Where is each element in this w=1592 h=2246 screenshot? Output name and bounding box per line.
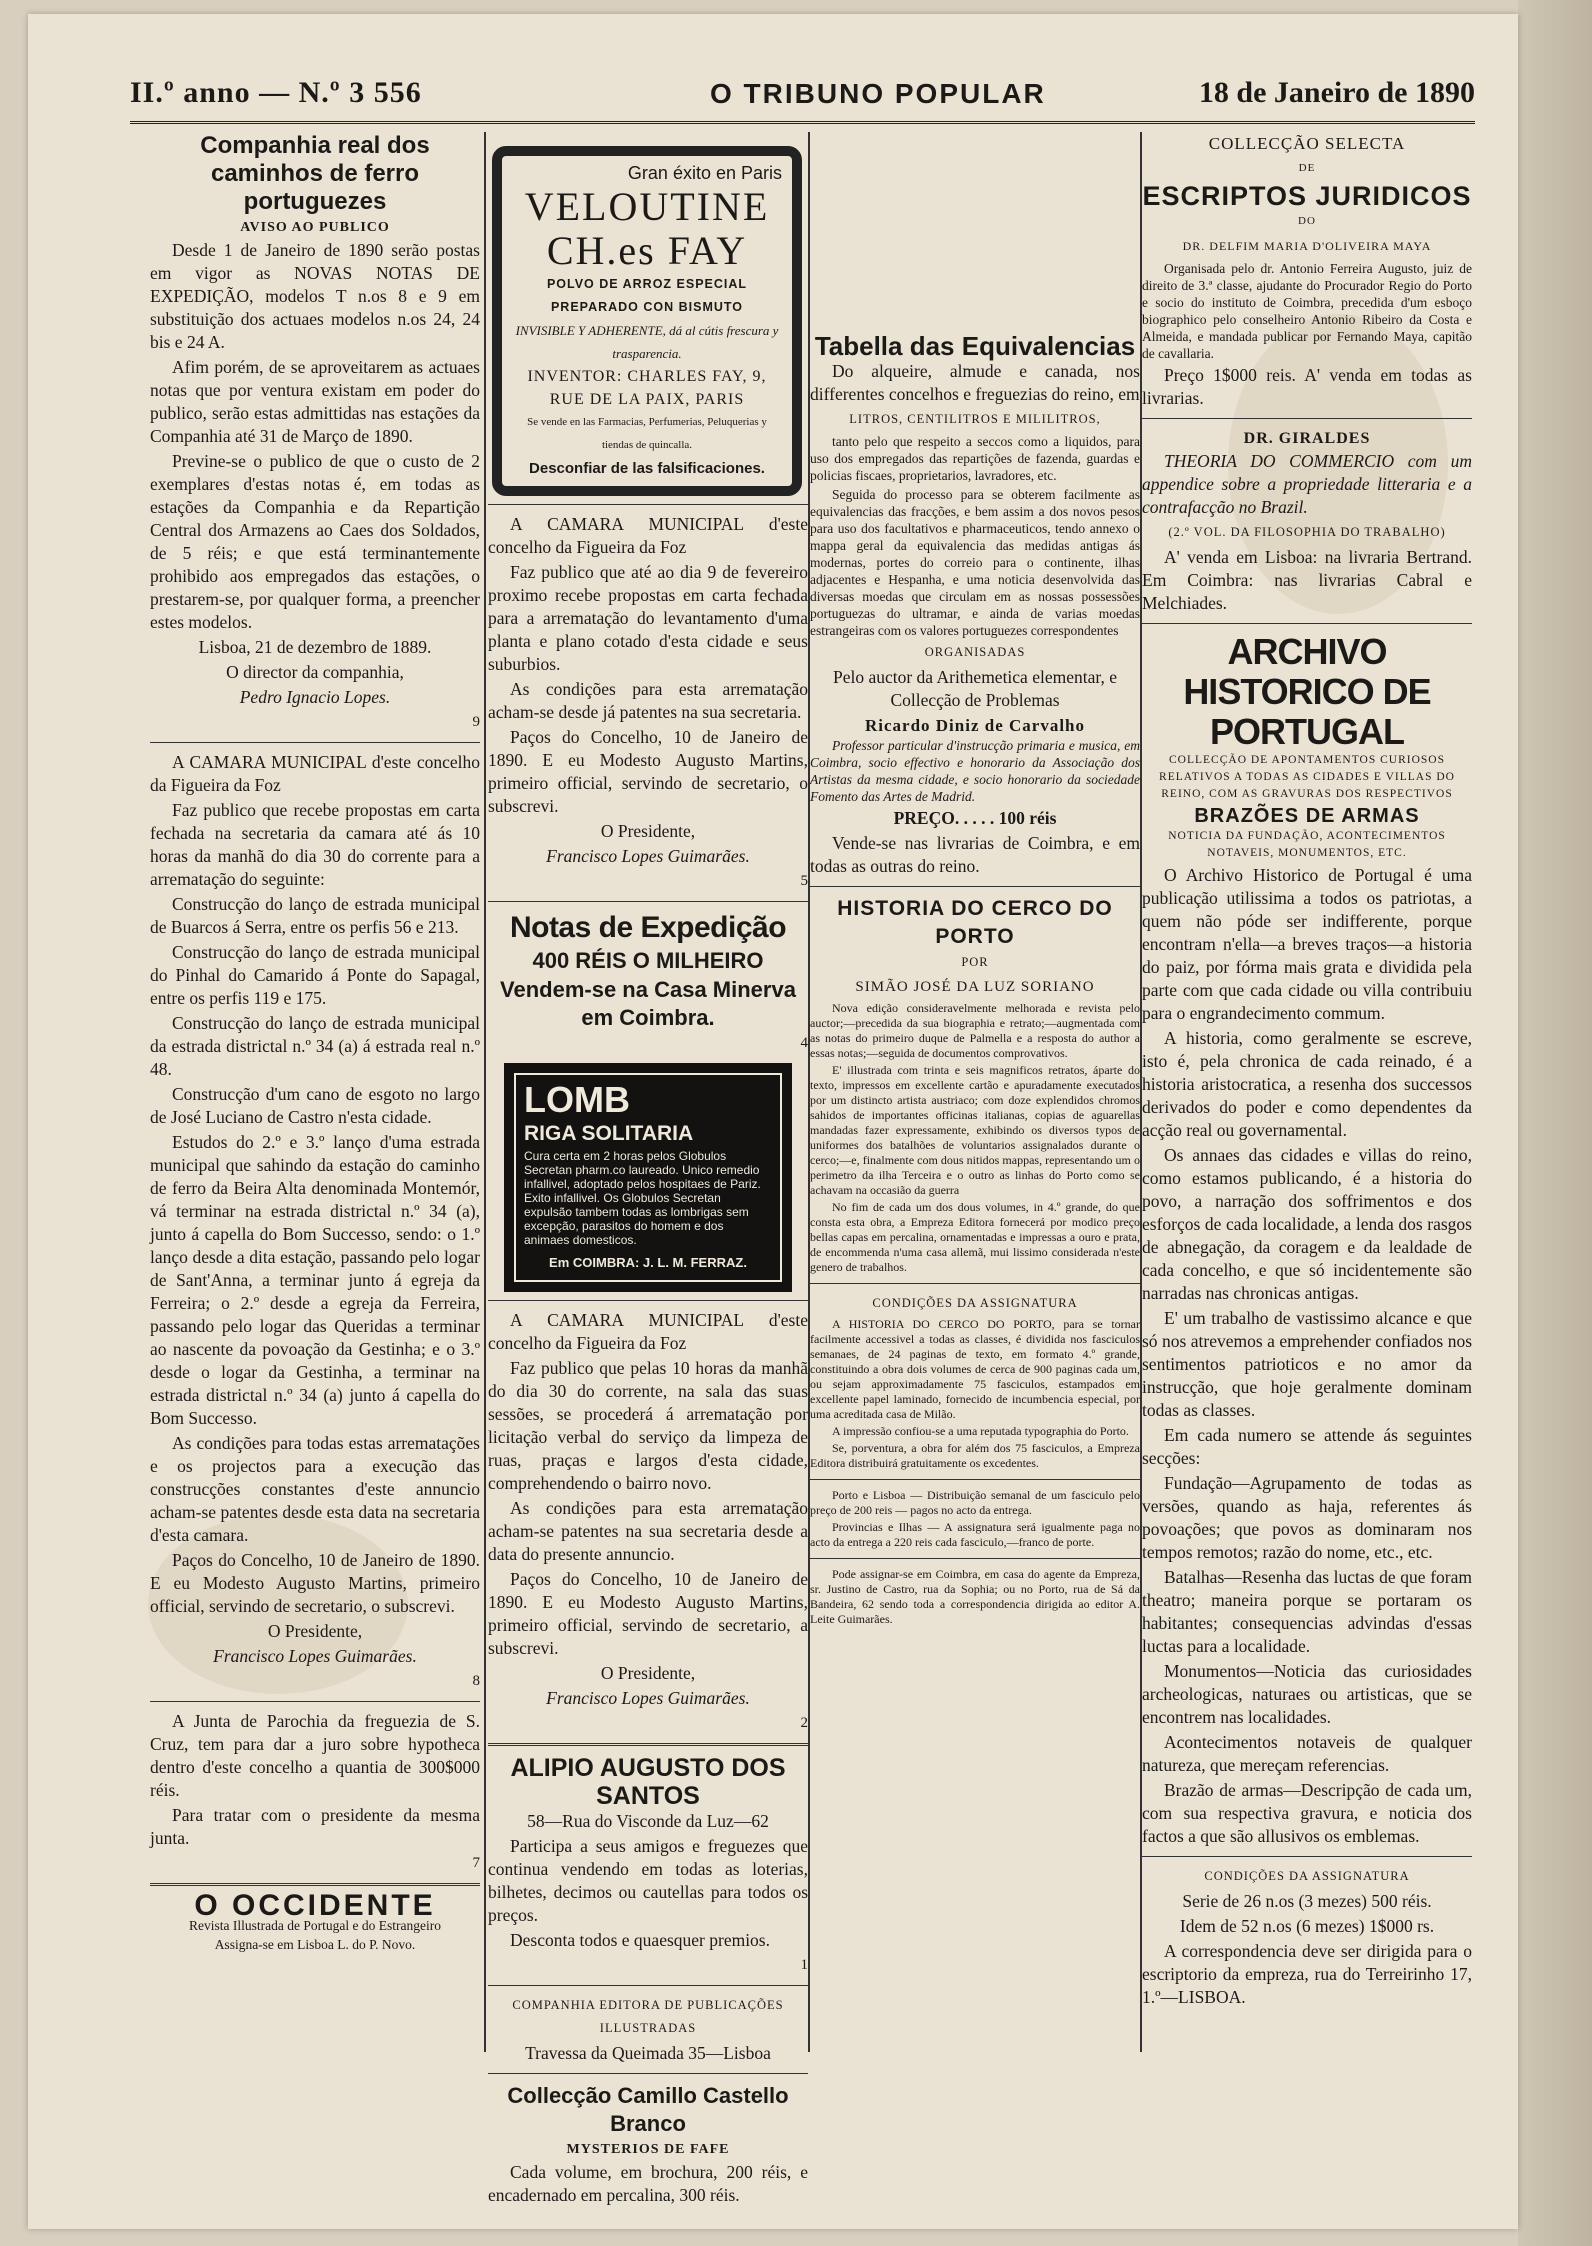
historia-conditions: Provincias e Ilhas — A assignatura será igualmente paga no acto da entrega a 220 reis cada fasciculo,—franco de porte.: [810, 1520, 1140, 1549]
divider: [150, 1701, 480, 1702]
cm2-paragraph: Paços do Concelho, 10 de Janeiro de 1890. E eu Modesto Augusto Martins, primeiro official, servindo de secretario, o subscrevi.: [488, 727, 808, 816]
tabella-paragraph: Seguida do processo para se obterem facilmente as equivalencias das fracções, e bem assim a dos novos pesos para uso dos facultativos e pharmaceuticos, tendo annexo o mappa geral da equivalencia das medidas antigas ás modernas, portes do correio para o continente, ilhas adjacentes e Hespanha, e uma noticia desenvolvida das diversas moedas que circulam em as nossas possessões portuguezas do ultramar, e ainda de varias moedas estrangeiras com os valores portuguezes correspondentes: [810, 487, 1140, 638]
divider: [1142, 623, 1472, 624]
historia-paragraph: Nova edição consideravelmente melhorada e revista pelo auctor;—precedida da sua biographia e retrato;—augmentada com as notas do primeiro duque de Palmella e a resposta do author a essas notas;—seguida de documentos comprovativos.: [810, 1001, 1140, 1060]
escriptos-paragraph: Organisada pelo dr. Antonio Ferreira Augusto, juiz de direito de 3.ª classe, ajudante do Procurador Regio do Porto e socio do instituto de Coimbra, precedida d'um esboço biographico pelo conselheiro Antonio Ribeiro da Costa e Almeida, e mandada publicar por Fernando Maya, capitão de cavallaria.: [1142, 261, 1472, 361]
historia-paragraph: No fim de cada um dos dous volumes, in 4.º grande, do que consta esta obra, a Empreza Editora fornecerá por modico preço bellas capas em percalina, ornamentadas e impressas a ouro e prata, de encommenda n'uma casa allemã, mui lissimo considerada n'este genero de trabalhos.: [810, 1200, 1140, 1274]
archivo-paragraph: Os annaes das cidades e villas do reino, como estamos publicando, é a historia do povo, a narração dos soffrimentos e dos esforços de cada localidade, a lenda dos rasgos de abnegação, da coragem e da lealdade de cada concelho, e que só incidentemente são narradas nas chronicas antigas.: [1142, 1145, 1472, 1303]
junta-paragraph: A Junta de Parochia da freguezia de S. Cruz, tem para dar a juro sobre hypotheca dentro d'este concelho a quantia de 300$000 réis.: [150, 1711, 480, 1800]
lombriga-text: Cura certa em 2 horas pelos Globulos Secretan pharm.co laureado. Unico remedio infallivel, adoptado pelos hospitaes de Pariz. Exito infallivel. Os Globulos Secretan expulsão tambem todas as lombrigas sem excepção, parasitos do homem e dos animaes domesticos.: [524, 1149, 761, 1247]
veloutine-tagline: Gran éxito en Paris: [627, 163, 782, 183]
cp-place-date: Lisboa, 21 de dezembro de 1889.: [198, 637, 432, 657]
historia-author: SIMÃO JOSÉ DA LUZ SORIANO: [855, 979, 1095, 995]
archivo-conditions-heading: CONDIÇÕES DA ASSIGNATURA: [1204, 1869, 1410, 1883]
divider: [488, 1743, 808, 1746]
historia-conditions: Pode assignar-se em Coimbra, em casa do agente da Empreza, sr. Justino de Castro, rua da Sophia; ou no Porto, rua de Sá da Bandeira, 62 sendo toda a correspondencia dirigida ao editor A. Leite Guimarães.: [810, 1567, 1140, 1626]
masthead: [130, 66, 1475, 124]
veloutine-stockists: Se vende en las Farmacias, Perfumerias, Peluquerias y tiendas de quincalla.: [527, 416, 767, 451]
tabella-paragraph: Vende-se nas livrarias de Coimbra, e em todas as outras do reino.: [810, 833, 1140, 876]
camillo-paragraph: Cada volume, em brochura, 200 réis, e encadernado em percalina, 300 réis.: [488, 2162, 808, 2205]
giraldes-volume: (2.º VOL. DA FILOSOPHIA DO TRABALHO): [1168, 525, 1446, 539]
cm2-signature: Francisco Lopes Guimarães.: [546, 846, 750, 866]
column-4: [1142, 132, 1472, 2062]
archivo-paragraph: E' um trabalho de vastissimo alcance e que só nos atrevemos a emprehender confiados nos sentimentos patrioticos e no amor da instrucção, que hoje geralmente dominam todas as classes.: [1142, 1308, 1472, 1420]
archivo-paragraph: Fundação—Agrupamento de todas as versões, quando as haja, referentes ás povoações; que povos as dominaram nos tempos remotos; razão do nome, etc., etc.: [1142, 1473, 1472, 1562]
archivo-paragraph: Brazão de armas—Descripção de cada um, com sua respectiva gravura, e noticia dos factos a que são allusivos os emblemas.: [1142, 1780, 1472, 1846]
archivo-paragraph: A historia, como geralmente se escreve, isto é, pela chronica de cada reinado, é a historia aristocratica, a resenha dos successos derivados do poder e como dependentes da acção real ou governamental.: [1142, 1028, 1472, 1140]
historia-conditions: Porto e Lisboa — Distribuição semanal de um fasciculo pelo preço de 200 reis — pagos no acto da entrega.: [810, 1488, 1140, 1517]
divider: [150, 1883, 480, 1886]
tabella-paragraph: Do alqueire, almude e canada, nos differentes concelhos e freguezias do reino, em: [810, 361, 1140, 404]
veloutine-advert: [492, 146, 802, 496]
historia-conditions: A impressão confiou-se a uma reputada typographia do Porto.: [832, 1424, 1129, 1438]
cm3-role: O Presidente,: [600, 1663, 696, 1683]
ad-number: 4: [800, 1035, 808, 1051]
escriptos-heading: ESCRIPTOS JURIDICOS: [1142, 181, 1472, 211]
tabella-paragraph: Professor particular d'instrucção primaria e musica, em Coimbra, socio effectivo e honorario da Associação dos Artistas da mesma cidade, e socio honorario da sociedade Fomento das Artes de Madrid.: [810, 738, 1140, 804]
historia-conditions-heading: CONDIÇÕES DA ASSIGNATURA: [872, 1296, 1078, 1310]
cm3-paragraph: Paços do Concelho, 10 de Janeiro de 1890. E eu Modesto Augusto Martins, primeiro official, servindo de secretario, a subscrevi.: [488, 1569, 808, 1658]
historia-conditions: Se, porventura, a obra for além dos 75 fasciculos, a Empreza Editora distribuirá gratuitamente os excedentes.: [810, 1441, 1140, 1470]
historia-heading: HISTORIA DO CERCO DO PORTO: [837, 897, 1113, 948]
column-1: [150, 132, 480, 2062]
occidente-line: Assigna-se em Lisboa L. do P. Novo.: [214, 1937, 416, 1952]
cp-signature: Pedro Ignacio Lopes.: [239, 687, 391, 707]
ad-number: 2: [800, 1715, 808, 1731]
notas-heading: Notas de Expedição: [509, 911, 787, 944]
archivo-paragraph: Batalhas—Resenha das luctas de que foram theatro; maneira porque se portaram os habitantes; consequencias advindas d'essas luctas para a localidade.: [1142, 1567, 1472, 1656]
camillo-heading: Collecção Camillo Castello Branco: [507, 2083, 789, 2136]
cm2-lead: A CAMARA MUNICIPAL d'este concelho da Figueira da Foz: [488, 514, 808, 557]
cp-paragraph: Previne-se o publico de que o custo de 2 exemplares d'estas notas é, em todas as estações da Companhia e da Repartição Central dos Armazens ao Caes dos Soldados, de 5 réis; e que está terminantemente prohibido aos empregados das estações, o prestarem-se, por qualquer forma, a preencher estes modelos.: [150, 451, 480, 632]
column-rule: [484, 132, 486, 2052]
escriptos-do: DO: [1298, 215, 1316, 227]
cm-paragraph: As condições para todas estas arrematações e os projectos para a execução das construcções constantes d'este annuncio acham-se patentes desde esta data na secretaria d'esta camara.: [150, 1433, 480, 1545]
archivo-paragraph: O Archivo Historico de Portugal é uma publicação utilissima a todos os patriotas, a quem não póde ser indifferente, porque encontram n'ella—a breves traços—a historia do paiz, por fórma mais grata e dividida pela parte com que cada cidade ou villa contribuiu para o engrandecimento commum.: [1142, 865, 1472, 1023]
tabella-units: LITROS, CENTILITROS E MILILITROS,: [849, 412, 1101, 426]
veloutine-product: POLVO DE ARROZ ESPECIAL PREPARADO CON BISMUTO: [546, 277, 748, 314]
ad-number: 9: [472, 714, 480, 730]
archivo-brazoes: BRAZÕES DE ARMAS: [1194, 805, 1420, 827]
divider: [810, 1479, 1140, 1480]
archivo-paragraph: Acontecimentos notaveis de qualquer natureza, que mereçam referencias.: [1142, 1732, 1472, 1775]
issue-date: 18 de Janeiro de 1890: [1198, 76, 1475, 109]
divider: [810, 886, 1140, 887]
adjacent-page-edge: [1518, 0, 1592, 2246]
tabella-author: Ricardo Diniz de Carvalho: [864, 716, 1086, 735]
alipio-paragraph: Desconta todos e quaesquer premios.: [510, 1930, 770, 1950]
cp-paragraph: Desde 1 de Janeiro de 1890 serão postas em vigor as NOVAS NOTAS DE EXPEDIÇÃO, modelos T n.os 8 e 9 em substituição dos actuaes modelos n.os 24, 24 bis e 24 A.: [150, 240, 480, 352]
junta-paragraph: Para tratar com o presidente da mesma junta.: [150, 1805, 480, 1848]
cp-paragraph: Afim porém, de se aproveitarem as actuaes notas que por ventura existam em poder do publico, serão estas admittidas nas estações da Companhia até 31 de Março de 1890.: [150, 357, 480, 446]
divider: [810, 1283, 1140, 1284]
alipio-address: 58—Rua do Visconde da Luz—62: [527, 1811, 769, 1831]
giraldes-heading: DR. GIRALDES: [1243, 430, 1371, 447]
column-3: [810, 132, 1140, 2062]
escriptos-author: DR. DELFIM MARIA D'OLIVEIRA MAYA: [1182, 239, 1432, 253]
divider: [488, 504, 808, 505]
archivo-condition: Idem de 52 n.os (6 mezes) 1$000 rs.: [1179, 1916, 1435, 1936]
cm3-paragraph: As condições para esta arrematação acham-se patentes na sua secretaria desde a data do presente annuncio.: [488, 1498, 808, 1564]
tabella-paragraph: tanto pelo que respeito a seccos como a liquidos, para uso dos empregados das repartições de fazenda, guardas e policias fiscaes, proprietarios, lavradores, etc.: [810, 434, 1140, 483]
occidente-line: Revista Illustrada de Portugal e do Estrangeiro: [189, 1918, 441, 1933]
cm-paragraph: Construcção d'um cano de esgoto no largo de José Luciano de Castro n'esta cidade.: [150, 1084, 480, 1127]
tabella-organised: ORGANISADAS: [924, 645, 1026, 659]
tabella-price: PREÇO. . . . . 100 réis: [893, 808, 1057, 828]
divider: [1142, 418, 1472, 419]
advert-spillover-space: [810, 132, 1140, 332]
editora-address: Travessa da Queimada 35—Lisboa: [525, 2043, 771, 2063]
cm-paragraph: Construcção do lanço de estrada municipal de Buarcos á Serra, entre os perfis 56 e 213.: [150, 894, 480, 937]
cm3-signature: Francisco Lopes Guimarães.: [546, 1688, 750, 1708]
cm-signature: Francisco Lopes Guimarães.: [213, 1646, 417, 1666]
lombriga-logo-rest: RIGA SOLITARIA: [524, 1122, 694, 1145]
divider: [810, 1558, 1140, 1559]
notas-price: 400 RÉIS O MILHEIRO: [532, 948, 764, 973]
lombriga-advert: [504, 1063, 792, 1292]
archivo-subheading: NOTICIA DA FUNDAÇÃO, ACONTECIMENTOS NOTAVEIS, MONUMENTOS, ETC.: [1168, 830, 1446, 859]
escriptos-de: DE: [1298, 162, 1316, 174]
archivo-paragraph: Monumentos—Noticia das curiosidades archeologicas, naturaes ou artisticas, que se encontrem nas localidades.: [1142, 1661, 1472, 1727]
notas-seller: Vendem-se na Casa Minerva em Coimbra.: [500, 977, 796, 1030]
veloutine-warning: Desconfiar de las falsificaciones.: [529, 460, 765, 477]
cp-role: O director da companhia,: [226, 662, 404, 682]
veloutine-brand: VELOUTINE CH.es FAY: [524, 184, 770, 273]
archivo-paragraph: Em cada numero se attende ás seguintes secções:: [1142, 1425, 1472, 1468]
alipio-paragraph: Participa a seus amigos e freguezes que continua vendendo em todas as loterias, bilhetes, decimos ou cautellas para todos os preços.: [488, 1836, 808, 1925]
cm3-lead: A CAMARA MUNICIPAL d'este concelho da Figueira da Foz: [488, 1310, 808, 1353]
lombriga-frame: [514, 1073, 782, 1282]
ad-number: 7: [472, 1855, 480, 1871]
editora-heading: COMPANHIA EDITORA DE PUBLICAÇÕES ILLUSTRADAS: [512, 1998, 784, 2035]
cm-paragraph: Estudos do 2.º e 3.º lanço d'uma estrada municipal que sahindo da estação do caminho de ferro da Beira Alta denominada Montemór, vá terminar na estrada districtal n.º 34 (a), junto á capella do Bom Successo, sendo: o 1.º lanço desde a dita estação, passando pelo logar de Sant'Anna, a terminar junto á egreja da Ferreira; o 2.º desde a egreja da Ferreira, passando pelo logar das Queridas a terminar ao nascente da povoação da Gestinha; e o 3.º desde o logar da Gestinha, a terminar na estrada districtal n.º 34 (a) junto á capella do Bom Successo.: [150, 1132, 480, 1428]
lombriga-agent: Em COIMBRA: J. L. M. FERRAZ.: [549, 1255, 747, 1270]
divider: [488, 1300, 808, 1301]
tabella-heading: Tabella das Equivalencias: [814, 331, 1136, 361]
escriptos-paragraph: Preço 1$000 reis. A' venda em todas as livrarias.: [1142, 365, 1472, 408]
masthead-rule: [130, 121, 1475, 124]
archivo-subheading: COLLECÇÃO DE APONTAMENTOS CURIOSOS RELATIVOS A TODAS AS CIDADES E VILLAS DO REINO, COM AS GRAVURAS DOS RESPECTIVOS: [1159, 754, 1455, 800]
camillo-subheading: MYSTERIOS DE FAFE: [566, 2142, 730, 2157]
escriptos-pre: COLLECÇÃO SELECTA: [1208, 134, 1406, 153]
cm-paragraph: Paços do Concelho, 10 de Janeiro de 1890. E eu Modesto Augusto Martins, primeiro official, servindo de secretario, o subscrevi.: [150, 1550, 480, 1616]
newspaper-title: O TRIBUNO POPULAR: [710, 78, 1046, 109]
tabella-paragraph: Pelo auctor da Arithemetica elementar, e Collecção de Problemas: [832, 667, 1118, 710]
cm2-role: O Presidente,: [600, 821, 696, 841]
giraldes-paragraph: A' venda em Lisboa: na livraria Bertrand. Em Coimbra: nas livrarias Cabral e Melchiades.: [1142, 547, 1472, 613]
column-2: [488, 132, 808, 2205]
historia-paragraph: E' illustrada com trinta e seis magnificos retratos, áparte do texto, impressos em excellente cartão e apuradamente executados por um distincto artista austriaco; com doze explendidos chromos sahidos de importantes officinas italianas, copias de aguarellas mandadas fazer expressamente, exhibindo os diversos typos de uniformes dos batalhões de voluntarios assignalados durante o cerco;—e, finalmente com dous nitidos mappas, representando um o perimetro da ilha Terceira e o outro as linhas do Porto como se achavam na occasião da guerra: [810, 1063, 1140, 1197]
occidente-heading: O OCCIDENTE: [194, 1889, 436, 1922]
veloutine-claim: INVISIBLE Y ADHERENTE, dá al cútis frescura y trasparencia.: [515, 323, 779, 361]
divider: [488, 2073, 808, 2074]
veloutine-address: INVENTOR: CHARLES FAY, 9, RUE DE LA PAIX, PARIS: [527, 368, 767, 408]
divider: [1142, 1856, 1472, 1857]
historia-por: POR: [961, 955, 989, 969]
divider: [488, 1985, 808, 1986]
alipio-heading: ALIPIO AUGUSTO DOS SANTOS: [510, 1754, 786, 1810]
archivo-heading: ARCHIVO HISTORICO DE PORTUGAL: [1183, 631, 1431, 752]
divider: [150, 742, 480, 743]
ad-number: 8: [472, 1673, 480, 1689]
cm-role: O Presidente,: [267, 1621, 363, 1641]
ad-number: 5: [800, 873, 808, 889]
cm-lead: A CAMARA MUNICIPAL d'este concelho da Figueira da Foz: [150, 752, 480, 795]
cm-paragraph: Faz publico que recebe propostas em carta fechada na secretaria da camara até ás 10 horas da manhã do dia 30 do corrente para a arrematação do seguinte:: [150, 800, 480, 889]
cp-heading: Companhia real dos caminhos de ferro portuguezes: [200, 132, 430, 215]
archivo-condition: A correspondencia deve ser dirigida para o escriptorio da empreza, rua do Terreirinho 17, 1.º—LISBOA.: [1142, 1941, 1472, 2007]
issue-number: II.º anno — N.º 3 556: [130, 76, 422, 109]
cm2-paragraph: As condições para esta arrematação acham-se desde já patentes na sua secretaria.: [488, 679, 808, 722]
cm-paragraph: Construcção do lanço de estrada municipal da estrada districtal n.º 34 (a) á estrada real n.º 48.: [150, 1013, 480, 1079]
ad-number: 1: [800, 1957, 808, 1973]
cm3-paragraph: Faz publico que pelas 10 horas da manhã do dia 30 do corrente, na sala das suas sessões, se procederá á arrematação por licitação verbal do serviço da limpeza de ruas, praças e largos d'esta cidade, comprehendendo o bairro novo.: [488, 1358, 808, 1493]
lombriga-logo: LOMB: [524, 1079, 630, 1120]
cm-paragraph: Construcção do lanço de estrada municipal do Pinhal do Camarido á Ponte do Sapagal, entre os perfis 119 e 175.: [150, 942, 480, 1008]
cp-subheading: AVISO AO PUBLICO: [240, 220, 390, 235]
divider: [488, 901, 808, 902]
cm2-paragraph: Faz publico que até ao dia 9 de fevereiro proximo recebe propostas em carta fechada para a arrematação do levantamento d'uma planta e plano cotado d'esta cidade e seus suburbios.: [488, 562, 808, 674]
archivo-condition: Serie de 26 n.os (3 mezes) 500 réis.: [1182, 1891, 1432, 1911]
historia-conditions: A HISTORIA DO CERCO DO PORTO, para se tornar facilmente accessivel a todas as classes, é dividida nos fasciculos semanaes, de 24 paginas de texto, em formato 4.º grande, constituindo a obra dois volumes de cerca de 900 paginas cada um, ou sejam approximadamente 75 fasciculos, estampados em excellente papel laminado, fornecido de incumbencia especial, por uma acreditada casa de Milão.: [810, 1317, 1140, 1421]
giraldes-paragraph: THEORIA DO COMMERCIO com um appendice sobre a propriedade litteraria e a contrafacção no Brazil.: [1142, 451, 1472, 517]
